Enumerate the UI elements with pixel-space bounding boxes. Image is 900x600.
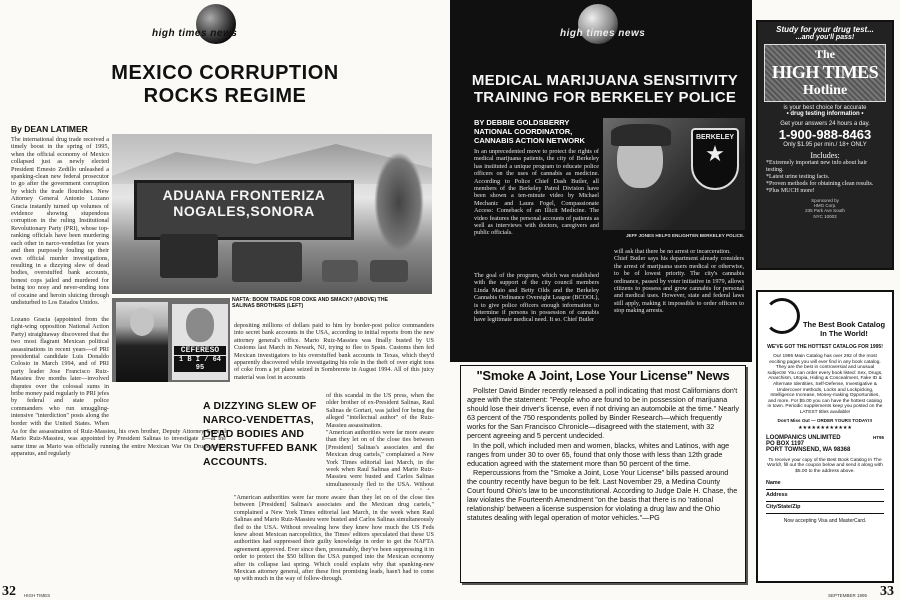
headline-line-2: TRAINING FOR BERKELEY POLICE <box>473 89 737 106</box>
article-column-1a <box>474 148 599 268</box>
byline-title: NATIONAL COORDINATOR, <box>474 127 573 136</box>
box-title: "Smoke A Joint, Lose Your License" News <box>476 368 730 383</box>
article-text: The goal of the program, which was established with the support of the city council members Linda Maio and Betty Olds and the Berkeley Cannabis Ordinance Oversight League (BCOOL), is to give police officers enough information to determine if persons in possession of cannabis have legitimate medical need. It so. Chief Butler <box>474 272 599 324</box>
patch-shape <box>691 128 739 190</box>
ad-top-line-1: Study for your drug test... <box>776 25 874 34</box>
coupon-name-row[interactable] <box>766 478 884 490</box>
car-2 <box>370 260 408 282</box>
ad-sponsor <box>758 198 892 219</box>
box-paragraph-1: Pollster David Binder recently released a poll indicating that most Californians don't agree with the statement: "People who are found to be in possession of marijuana should lose their driver's license, even if not driving an automobile at the time." Nearly 63 percent of the 750 respondents polled by Binder Research—which frequently works for the San Francisco Chronicle—disagreed with the statement, with 32 percent agreeing and 5 percent undecided. <box>467 386 739 441</box>
ad-the: The <box>814 47 835 61</box>
catalog-address-2: PORT TOWNSEND, WA 98368 <box>766 446 851 453</box>
page-number: 33 <box>880 584 894 599</box>
customs-building <box>134 180 354 240</box>
patch-text: BERKELEY <box>695 134 735 141</box>
article-text: Chief Butler says his department already considers the arrest of marijuana users medical or otherwise, to be of lowest priority. The city's cannabis ordinance, passed by voter initiative in 1979, allows citizens to possess and grow cannabis for personal and medical uses. However, state and federal laws still apply, making it impossible to order officers to stop making arrests. <box>614 255 744 315</box>
face-2 <box>186 308 214 342</box>
ad-include-item: *Plus MUCH more! <box>766 188 815 194</box>
coupon-address-row[interactable] <box>766 490 884 502</box>
catalog-receive: To receive your copy of the Best Book Catalog In The World!, fill out the coupon below and send it along with $5.00 to the address above. <box>767 457 883 474</box>
article-text: will ask that there be no arrest or incarceration. <box>614 248 731 255</box>
star-icon: ★ <box>705 141 725 166</box>
section-label: high times news <box>152 28 238 39</box>
headline-line-1: MEDICAL MARIJUANA SENSITIVITY <box>471 72 739 89</box>
coupon-form <box>766 478 884 514</box>
ad-price: Only $1.95 per min./ 18+ ONLY <box>783 142 867 148</box>
byline: By DEAN LATIMER <box>11 124 88 134</box>
box-paragraph-3: Repercussions from the "Smoke a Joint, Lose Your License" bills passed around the country recently have begun to be felt. Last November 29, a Medina County Court found Ohio's law to be unconstitutional. According to Judge Dale H. Chase, the law violates the Fourteenth Amendment "on the basis that there is no 'rational relationship' between a license suspension for violating a drug law and the Ohio statutes dealing with legal operation of motor vehicles."—PG <box>467 467 738 523</box>
article-column-1 <box>11 136 109 312</box>
ad-sponsor-line: Sponsored by <box>811 198 839 203</box>
catalog-stars: ★★★★★★★★★★★★ <box>798 425 852 431</box>
border-crossing-photo <box>112 134 432 294</box>
headline <box>100 62 350 108</box>
catalog-headline-line: The Best Book Catalog <box>802 320 886 329</box>
article-column-2a <box>234 322 434 388</box>
face-1 <box>130 308 154 336</box>
ad-tag-2: • drug testing information • <box>786 111 864 117</box>
ad-hotline: Hotline <box>802 83 848 98</box>
catalog-body: Our 1995 Main Catalog has over 292 of the most exciting pages you will ever find in any book catalog. They are the best in controversial and unusual subjects! You can order every book listed: Sex, Drugs, Anarchism, Utopia, Hiding & Concealment, Fake ID & Alternate Identities, Self-Defense, Investigative & Undercover methods, Locks and Lockpicking, Intelligence Increase, Money-making Opportunities, and more. For $5.00 you can have the hottest catalog in town. Periodic supplements keep you posted on the LATEST titles available! <box>767 354 883 415</box>
ad-sponsor-line: NYC 10003 <box>813 213 837 219</box>
article-column-2 <box>614 248 744 344</box>
headline-line-2: ROCKS REGIME <box>143 85 307 107</box>
coupon-city-row[interactable] <box>766 502 884 514</box>
catalog-headline <box>796 320 892 338</box>
headline <box>460 72 750 106</box>
article-text: As for the assassination of Ruiz-Massieu, his own brother, Deputy Attorney General Mario Ruiz-Massieu, was appointed by President Salinas to investigate it—at the same time as Mario was officially running the entire Mexican War On Drugs police apparatus, and regularly <box>11 428 226 458</box>
article-text: of this scandal in the US press, when the older brother of ex-President Salinas, Raul Salinas de Gortari, was jailed for being the alleged "intellectual author" of the Ruiz-Massieu assassination. <box>326 392 434 429</box>
portrait-2 <box>172 304 228 380</box>
article-text: Lozano Gracia (appointed from the right-wing opposition National Action Party) straightaway discovered that the two most flagrant Mexican political assassinations in recent years—of PRI presidential candidate Luis Donaldo Colosio in March 1994, and of PRI party leader Jose Francisco Ruiz-Massieu five months later—involved disputes over the colossal sums in bribe money paid regularly to PRI jefes by federal and state police commanders who run smuggling-intensive "interdiction" posts along the border with the United States. When <box>11 316 109 426</box>
catalog-sub: WE'VE GOT THE HOTTEST CATALOG FOR 1995! <box>767 344 883 350</box>
salinas-brothers-photo <box>112 298 230 382</box>
folio: SEPTEMBER 1995 <box>828 593 868 598</box>
folio: HIGH TIMES <box>24 593 51 598</box>
ad-include-item: *Latest urine testing facts. <box>766 174 830 180</box>
article-column-1b <box>11 316 109 426</box>
license-news-box <box>460 365 746 583</box>
sign-line-2: NOGALES,SONORA <box>173 203 315 219</box>
catalog-address-1: PO BOX 1197 <box>766 440 805 447</box>
article-column-2b <box>326 392 434 490</box>
catalog-company: LOOMPANICS UNLIMITED <box>766 434 841 441</box>
tree-right <box>374 152 424 252</box>
sign-line-1: ADUANA FRONTERIZA <box>162 187 326 203</box>
photo-caption: NAFTA: BOOM TRADE FOR COKE AND SMACK? (ABOVE) THE SALINAS BROTHERS (LEFT) <box>232 297 388 310</box>
ad-brand: HIGH TIMES <box>771 62 879 82</box>
ad-include-item: *Proven methods for obtaining clean results. <box>766 181 874 187</box>
coupon-name-label: Name <box>766 480 781 487</box>
ad-tag-1: is your best choice for accurate <box>783 105 867 111</box>
dark-article-panel <box>450 0 752 362</box>
article-text: "American authorities were far more aware than they let on of the close ties between [President] Salinas's associates and the Mexican drug cartels," complained a New York Times editorial last March, in the week when Raul Salinas and Mario Ruiz-Massieu were busted and Carlos Salinas simultaneously fled to the USA. Without <box>326 429 434 488</box>
article-text: In an unprecedented move to protect the rights of medical marijuana patients, the city of Berkeley has instituted a unique program to educate police officers on the uses of cannabis as medicine. According to Police Chief Dash Butler, all members of the Berkeley Patrol Division have been shown a ten-minute video by Michael Mechanic and Laura Fogel, Compassionate Access: Comeback of an Illicit Medicine. The video features the personal accounts of patients as well as interviews with doctors, caregivers and public officials. <box>474 148 599 237</box>
ad-sponsor-line: HMG Corp. <box>813 203 837 209</box>
ad-brand-block <box>764 44 886 102</box>
ad-includes-list <box>758 160 892 195</box>
byline <box>474 118 585 145</box>
photo-caption: JEFF JONES HELPS ENLIGHTEN BERKELEY POLICE. <box>626 233 745 238</box>
ad-sponsor-line: 235 Park Ave South <box>805 208 845 214</box>
article-text: depositing millions of dollars paid to him by border-post police commanders into secret bank accounts in the USA, according to initial reports from the new attorney general's office. Mario Ruiz-Massieu was finally busted by US Customs last March in Newark, NJ, trying to flee to Spain. Customs then fed Mexican investigators to his overstuffed bank accounts in Texas, which they'd apparently discovered while investigating his role in the theft of over eight tons of coke from a jet plane seized in Sombrerete in August 1994. All of this juicy material was lost in accounts <box>234 322 434 381</box>
catalog-code: HT95 <box>872 434 884 440</box>
truck-1 <box>160 234 218 278</box>
portrait-1 <box>116 302 168 382</box>
pull-quote: A DIZZYING SLEW OF NARCO-VENDETTAS, DEAD BODIES AND OVERSTUFFED BANK ACCOUNTS. <box>203 400 318 468</box>
article-column-2c <box>234 494 434 586</box>
right-page <box>450 0 900 600</box>
truck-2 <box>232 242 302 282</box>
cap-shape <box>611 124 671 146</box>
catalog-accept: Now accepting Visa and MasterCard. <box>783 518 867 525</box>
byline-org: CANNABIS ACTION NETWORK <box>474 136 585 145</box>
byline-author: BY DEBBIE GOLDSBERRY <box>474 118 570 127</box>
article-column-1b <box>474 272 599 344</box>
ad-get: Get your answers 24 hours a day. <box>780 121 870 127</box>
car-1 <box>322 260 358 282</box>
coupon-city-label: City/State/Zip <box>766 504 801 511</box>
ad-phone: 1-900-988-8463 <box>778 127 872 142</box>
catalog-arrow-icon <box>764 298 800 334</box>
ad-top-line-2: ...and you'll pass! <box>795 34 855 41</box>
catalog-headline-line: In The World! <box>820 329 868 338</box>
page-number: 32 <box>2 584 16 599</box>
headline-line-1: MEXICO CORRUPTION <box>111 62 339 84</box>
article-text: The international drug trade received a timely boost in the spring of 1995, when the official economy of Mexico collapsed just as newly elected President Ernesto Zedillo unleashed a spanking-clean new federal prosecutor to go after the government corruption by which the trade flourishes. New Attorney General Antonio Lozano Gracia instantly turned up volumes of evidence showing stupendous corruption in the ruling Institutional Revolutionary Party (PRI), whose top-ranking officials have been murdering each other in narco-vendettas for years and then purposely fouling up their own official murder investigations, resulting in a dizzying slew of dead bodies, overstuffed bank accounts, honest cops jailed and murdered for being too nosy and never-ending tons of cocaine and heroin sluicing through undisturbed to Los Estados Unidos. <box>11 136 109 306</box>
catalog-dont-miss: Don't Miss Out — ORDER YOURS TODAY!!! <box>777 417 873 423</box>
section-label: high times news <box>560 28 646 39</box>
box-paragraph-2: In the poll, which included men and women, blacks, whites and Latinos, with age ranges from under 30 to over 65, found that only those with less than 12th grade education agreed with the statement more than 50 percent of the time. <box>467 440 730 468</box>
article-text: "American authorities were far more aware than they let on of the close ties between [President] Salinas's associates and the Mexican drug cartels," complained a New York Times editorial last March, in the week when Raul Salinas and Mario Ruiz-Massieu were busted and Carlos Salinas simultaneously fled to the USA. Without revealing how they knew how much the US Feds knew about Mexican narcopolitics, the Times' editors speculated that these US authorities had suppressed their guilty knowledge in order to get the NAFTA agreement approved. Ever since then, presumably, they've been suppressing it in order to protect the $50 billion the USA pumped into the Mexican economy after its collapse last spring. Which could explain why that spanking-new Mexican attorney general, after these first promising leads, hasn't had to come up with much in the way of follow-through. <box>234 494 434 583</box>
hotline-ad <box>756 20 894 270</box>
mugshot-number: 1 B I / 64 95 <box>174 356 226 372</box>
box-body <box>461 383 745 525</box>
mugshot-tag: CEFERESO <box>174 346 226 355</box>
coupon-address-label: Address <box>766 492 788 499</box>
ad-includes: Includes: <box>810 151 840 160</box>
officer-photo <box>603 118 745 230</box>
ad-include-item: *Extremely important new info about hair testing. <box>766 160 868 173</box>
article-column-1c <box>11 428 226 586</box>
book-catalog-ad <box>756 290 894 583</box>
